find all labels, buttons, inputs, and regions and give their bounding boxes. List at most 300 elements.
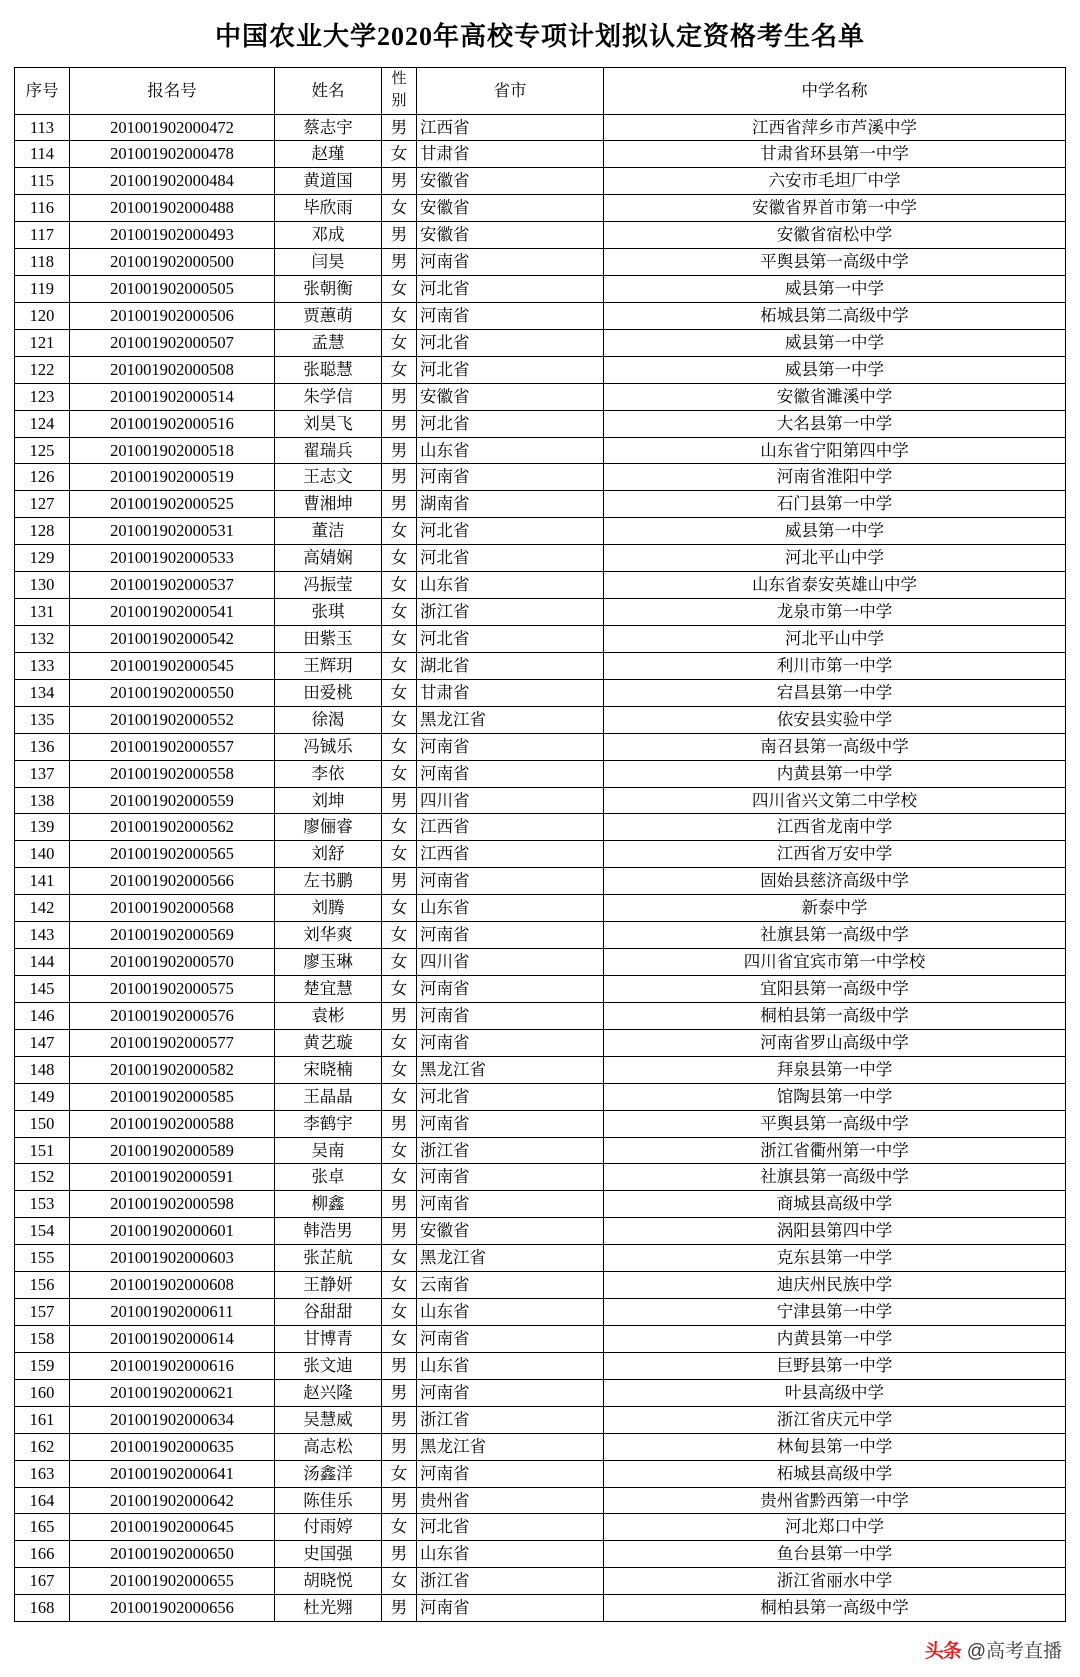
table-row (15, 383, 1066, 410)
cell-name: 刘昊飞 (275, 410, 382, 437)
cell-registration: 201001902000635 (70, 1433, 275, 1460)
cell-index: 143 (15, 922, 70, 949)
table-row (15, 491, 1066, 518)
table-row (15, 679, 1066, 706)
cell-name: 袁彬 (275, 1002, 382, 1029)
cell-province: 浙江省 (417, 599, 604, 626)
cell-gender: 男 (382, 1218, 417, 1245)
cell-gender: 女 (382, 841, 417, 868)
cell-gender: 女 (382, 1029, 417, 1056)
cell-index: 127 (15, 491, 70, 518)
cell-registration: 201001902000634 (70, 1406, 275, 1433)
cell-gender: 女 (382, 1137, 417, 1164)
cell-gender: 男 (382, 1433, 417, 1460)
cell-registration: 201001902000575 (70, 976, 275, 1003)
cell-index: 167 (15, 1568, 70, 1595)
cell-gender: 女 (382, 1272, 417, 1299)
cell-school: 石门县第一中学 (604, 491, 1066, 518)
cell-name: 朱学信 (275, 383, 382, 410)
table-row (15, 599, 1066, 626)
table-row (15, 733, 1066, 760)
cell-gender: 女 (382, 141, 417, 168)
table-row (15, 787, 1066, 814)
cell-registration: 201001902000488 (70, 195, 275, 222)
cell-gender: 女 (382, 572, 417, 599)
table-row (15, 302, 1066, 329)
table-row (15, 1568, 1066, 1595)
cell-name: 田爱桃 (275, 679, 382, 706)
cell-name: 张卓 (275, 1164, 382, 1191)
table-row (15, 1299, 1066, 1326)
cell-name: 王晶晶 (275, 1083, 382, 1110)
cell-gender: 男 (382, 1595, 417, 1622)
cell-school: 内黄县第一中学 (604, 1325, 1066, 1352)
cell-gender: 女 (382, 1056, 417, 1083)
cell-school: 河北平山中学 (604, 626, 1066, 653)
cell-province: 河南省 (417, 868, 604, 895)
cell-gender: 女 (382, 1568, 417, 1595)
cell-registration: 201001902000642 (70, 1487, 275, 1514)
cell-province: 安徽省 (417, 195, 604, 222)
cell-province: 河北省 (417, 329, 604, 356)
cell-registration: 201001902000589 (70, 1137, 275, 1164)
cell-index: 118 (15, 249, 70, 276)
cell-registration: 201001902000507 (70, 329, 275, 356)
cell-name: 赵瑾 (275, 141, 382, 168)
cell-index: 121 (15, 329, 70, 356)
cell-school: 安徽省濉溪中学 (604, 383, 1066, 410)
cell-index: 153 (15, 1191, 70, 1218)
cell-index: 137 (15, 760, 70, 787)
cell-registration: 201001902000591 (70, 1164, 275, 1191)
table-row (15, 356, 1066, 383)
cell-name: 汤鑫洋 (275, 1460, 382, 1487)
cell-name: 王志文 (275, 464, 382, 491)
table-row (15, 114, 1066, 141)
cell-gender: 女 (382, 679, 417, 706)
toutiao-logo-icon: 头条 (924, 1641, 961, 1662)
table-row (15, 1029, 1066, 1056)
table-row (15, 249, 1066, 276)
cell-school: 威县第一中学 (604, 329, 1066, 356)
table-row (15, 518, 1066, 545)
cell-gender: 女 (382, 599, 417, 626)
cell-gender: 男 (382, 1002, 417, 1029)
cell-index: 142 (15, 895, 70, 922)
cell-index: 168 (15, 1595, 70, 1622)
table-row (15, 895, 1066, 922)
cell-province: 山东省 (417, 437, 604, 464)
cell-gender: 男 (382, 222, 417, 249)
table-header (15, 68, 1066, 115)
cell-name: 张琪 (275, 599, 382, 626)
cell-name: 胡晓悦 (275, 1568, 382, 1595)
cell-registration: 201001902000550 (70, 679, 275, 706)
cell-index: 146 (15, 1002, 70, 1029)
cell-province: 安徽省 (417, 1218, 604, 1245)
cell-registration: 201001902000557 (70, 733, 275, 760)
cell-province: 河北省 (417, 518, 604, 545)
table-row (15, 1487, 1066, 1514)
table-row (15, 652, 1066, 679)
cell-school: 林甸县第一中学 (604, 1433, 1066, 1460)
cell-gender: 男 (382, 249, 417, 276)
cell-name: 刘腾 (275, 895, 382, 922)
cell-province: 河北省 (417, 626, 604, 653)
table-row (15, 1514, 1066, 1541)
column-header-school: 中学名称 (604, 68, 1066, 115)
cell-school: 山东省泰安英雄山中学 (604, 572, 1066, 599)
cell-school: 河北平山中学 (604, 545, 1066, 572)
cell-province: 河南省 (417, 1002, 604, 1029)
cell-province: 山东省 (417, 572, 604, 599)
table-row (15, 222, 1066, 249)
cell-index: 161 (15, 1406, 70, 1433)
cell-province: 山东省 (417, 1299, 604, 1326)
cell-province: 黑龙江省 (417, 1433, 604, 1460)
cell-gender: 女 (382, 1245, 417, 1272)
cell-name: 张聪慧 (275, 356, 382, 383)
cell-gender: 男 (382, 410, 417, 437)
cell-registration: 201001902000566 (70, 868, 275, 895)
cell-school: 巨野县第一中学 (604, 1352, 1066, 1379)
cell-registration: 201001902000542 (70, 626, 275, 653)
cell-name: 李依 (275, 760, 382, 787)
cell-province: 黑龙江省 (417, 1056, 604, 1083)
cell-school: 桐柏县第一高级中学 (604, 1595, 1066, 1622)
cell-registration: 201001902000516 (70, 410, 275, 437)
cell-school: 安徽省界首市第一中学 (604, 195, 1066, 222)
cell-school: 江西省万安中学 (604, 841, 1066, 868)
cell-registration: 201001902000616 (70, 1352, 275, 1379)
table-row (15, 1218, 1066, 1245)
cell-province: 江西省 (417, 814, 604, 841)
cell-index: 158 (15, 1325, 70, 1352)
cell-school: 迪庆州民族中学 (604, 1272, 1066, 1299)
cell-index: 139 (15, 814, 70, 841)
cell-registration: 201001902000614 (70, 1325, 275, 1352)
cell-registration: 201001902000545 (70, 652, 275, 679)
column-header-gender-line2: 别 (391, 92, 407, 109)
column-header-province: 省市 (417, 68, 604, 115)
cell-school: 六安市毛坦厂中学 (604, 168, 1066, 195)
cell-province: 贵州省 (417, 1487, 604, 1514)
cell-school: 河南省罗山高级中学 (604, 1029, 1066, 1056)
cell-province: 河南省 (417, 1325, 604, 1352)
cell-index: 131 (15, 599, 70, 626)
cell-school: 江西省萍乡市芦溪中学 (604, 114, 1066, 141)
table-row (15, 1379, 1066, 1406)
cell-gender: 男 (382, 787, 417, 814)
table-row (15, 572, 1066, 599)
cell-index: 136 (15, 733, 70, 760)
cell-registration: 201001902000641 (70, 1460, 275, 1487)
cell-registration: 201001902000585 (70, 1083, 275, 1110)
cell-registration: 201001902000500 (70, 249, 275, 276)
cell-name: 冯铖乐 (275, 733, 382, 760)
cell-school: 柘城县第二高级中学 (604, 302, 1066, 329)
cell-registration: 201001902000558 (70, 760, 275, 787)
cell-name: 吴南 (275, 1137, 382, 1164)
cell-gender: 男 (382, 1379, 417, 1406)
table-row (15, 841, 1066, 868)
cell-school: 龙泉市第一中学 (604, 599, 1066, 626)
cell-name: 刘舒 (275, 841, 382, 868)
cell-school: 涡阳县第四中学 (604, 1218, 1066, 1245)
cell-school: 河南省淮阳中学 (604, 464, 1066, 491)
table-body (15, 114, 1066, 1622)
cell-school: 威县第一中学 (604, 356, 1066, 383)
cell-school: 拜泉县第一中学 (604, 1056, 1066, 1083)
cell-province: 安徽省 (417, 383, 604, 410)
table-row (15, 195, 1066, 222)
cell-name: 赵兴隆 (275, 1379, 382, 1406)
table-row (15, 329, 1066, 356)
cell-index: 155 (15, 1245, 70, 1272)
cell-school: 商城县高级中学 (604, 1191, 1066, 1218)
cell-province: 安徽省 (417, 168, 604, 195)
cell-gender: 女 (382, 1299, 417, 1326)
cell-registration: 201001902000478 (70, 141, 275, 168)
cell-registration: 201001902000518 (70, 437, 275, 464)
cell-index: 156 (15, 1272, 70, 1299)
cell-school: 鱼台县第一中学 (604, 1541, 1066, 1568)
cell-index: 125 (15, 437, 70, 464)
cell-index: 134 (15, 679, 70, 706)
table-row (15, 868, 1066, 895)
watermark (925, 1636, 1062, 1663)
column-header-name: 姓名 (275, 68, 382, 115)
cell-index: 113 (15, 114, 70, 141)
cell-registration: 201001902000533 (70, 545, 275, 572)
cell-index: 126 (15, 464, 70, 491)
cell-province: 河南省 (417, 249, 604, 276)
cell-province: 河北省 (417, 545, 604, 572)
cell-gender: 女 (382, 195, 417, 222)
cell-index: 114 (15, 141, 70, 168)
cell-gender: 女 (382, 1083, 417, 1110)
cell-gender: 男 (382, 1352, 417, 1379)
watermark-text: @高考直播 (966, 1641, 1062, 1662)
cell-index: 120 (15, 302, 70, 329)
table-row (15, 760, 1066, 787)
cell-name: 王辉玥 (275, 652, 382, 679)
cell-school: 四川省宜宾市第一中学校 (604, 949, 1066, 976)
cell-index: 148 (15, 1056, 70, 1083)
cell-province: 河北省 (417, 276, 604, 303)
cell-name: 韩浩男 (275, 1218, 382, 1245)
cell-school: 依安县实验中学 (604, 706, 1066, 733)
cell-gender: 女 (382, 329, 417, 356)
cell-registration: 201001902000570 (70, 949, 275, 976)
cell-gender: 女 (382, 949, 417, 976)
cell-school: 浙江省庆元中学 (604, 1406, 1066, 1433)
cell-school: 叶县高级中学 (604, 1379, 1066, 1406)
cell-index: 128 (15, 518, 70, 545)
cell-name: 黄艺璇 (275, 1029, 382, 1056)
table-row (15, 814, 1066, 841)
cell-index: 122 (15, 356, 70, 383)
cell-province: 云南省 (417, 1272, 604, 1299)
cell-registration: 201001902000601 (70, 1218, 275, 1245)
cell-name: 付雨婷 (275, 1514, 382, 1541)
cell-gender: 女 (382, 922, 417, 949)
cell-name: 曹湘坤 (275, 491, 382, 518)
column-header-registration: 报名号 (70, 68, 275, 115)
cell-school: 克东县第一中学 (604, 1245, 1066, 1272)
cell-registration: 201001902000582 (70, 1056, 275, 1083)
cell-province: 四川省 (417, 949, 604, 976)
cell-name: 吴慧威 (275, 1406, 382, 1433)
cell-province: 河南省 (417, 760, 604, 787)
cell-gender: 女 (382, 895, 417, 922)
cell-school: 浙江省丽水中学 (604, 1568, 1066, 1595)
table-header-row (15, 68, 1066, 115)
cell-province: 甘肃省 (417, 141, 604, 168)
cell-name: 黄道国 (275, 168, 382, 195)
cell-name: 李鹤宇 (275, 1110, 382, 1137)
cell-name: 廖俪睿 (275, 814, 382, 841)
cell-gender: 女 (382, 518, 417, 545)
cell-province: 河南省 (417, 922, 604, 949)
cell-province: 山东省 (417, 1541, 604, 1568)
cell-index: 162 (15, 1433, 70, 1460)
cell-index: 144 (15, 949, 70, 976)
cell-gender: 女 (382, 626, 417, 653)
cell-index: 116 (15, 195, 70, 222)
cell-index: 132 (15, 626, 70, 653)
cell-province: 河南省 (417, 1595, 604, 1622)
cell-school: 社旗县第一高级中学 (604, 922, 1066, 949)
cell-gender: 男 (382, 491, 417, 518)
cell-index: 135 (15, 706, 70, 733)
cell-province: 四川省 (417, 787, 604, 814)
cell-province: 河北省 (417, 356, 604, 383)
cell-gender: 女 (382, 760, 417, 787)
cell-gender: 女 (382, 1325, 417, 1352)
cell-gender: 男 (382, 1110, 417, 1137)
table-row (15, 1164, 1066, 1191)
cell-registration: 201001902000576 (70, 1002, 275, 1029)
cell-province: 河北省 (417, 1083, 604, 1110)
cell-province: 河南省 (417, 1164, 604, 1191)
cell-name: 谷甜甜 (275, 1299, 382, 1326)
cell-school: 社旗县第一高级中学 (604, 1164, 1066, 1191)
cell-school: 大名县第一中学 (604, 410, 1066, 437)
cell-registration: 201001902000541 (70, 599, 275, 626)
cell-index: 152 (15, 1164, 70, 1191)
cell-name: 陈佳乐 (275, 1487, 382, 1514)
cell-province: 山东省 (417, 1352, 604, 1379)
table-row (15, 1352, 1066, 1379)
table-row (15, 706, 1066, 733)
table-row (15, 1245, 1066, 1272)
cell-index: 115 (15, 168, 70, 195)
table-row (15, 1406, 1066, 1433)
cell-name: 张朝衡 (275, 276, 382, 303)
cell-province: 河南省 (417, 733, 604, 760)
cell-name: 宋晓楠 (275, 1056, 382, 1083)
table-row (15, 1272, 1066, 1299)
cell-school: 馆陶县第一中学 (604, 1083, 1066, 1110)
cell-province: 湖北省 (417, 652, 604, 679)
cell-registration: 201001902000508 (70, 356, 275, 383)
cell-registration: 201001902000588 (70, 1110, 275, 1137)
cell-gender: 男 (382, 437, 417, 464)
cell-registration: 201001902000472 (70, 114, 275, 141)
cell-index: 147 (15, 1029, 70, 1056)
cell-gender: 女 (382, 706, 417, 733)
cell-registration: 201001902000537 (70, 572, 275, 599)
table-row (15, 1110, 1066, 1137)
cell-school: 安徽省宿松中学 (604, 222, 1066, 249)
cell-index: 164 (15, 1487, 70, 1514)
cell-province: 河北省 (417, 1514, 604, 1541)
cell-index: 117 (15, 222, 70, 249)
cell-gender: 女 (382, 733, 417, 760)
roster-table-container (0, 67, 1080, 1622)
table-row (15, 976, 1066, 1003)
cell-gender: 女 (382, 545, 417, 572)
cell-province: 河南省 (417, 1460, 604, 1487)
table-row (15, 1595, 1066, 1622)
cell-name: 徐渴 (275, 706, 382, 733)
cell-school: 河北郑口中学 (604, 1514, 1066, 1541)
cell-registration: 201001902000514 (70, 383, 275, 410)
cell-name: 张芷航 (275, 1245, 382, 1272)
cell-province: 河南省 (417, 1029, 604, 1056)
cell-index: 138 (15, 787, 70, 814)
cell-province: 甘肃省 (417, 679, 604, 706)
cell-school: 新泰中学 (604, 895, 1066, 922)
cell-gender: 女 (382, 1514, 417, 1541)
cell-province: 河南省 (417, 302, 604, 329)
cell-gender: 男 (382, 383, 417, 410)
cell-index: 119 (15, 276, 70, 303)
cell-index: 160 (15, 1379, 70, 1406)
cell-school: 甘肃省环县第一中学 (604, 141, 1066, 168)
cell-registration: 201001902000506 (70, 302, 275, 329)
table-row (15, 168, 1066, 195)
cell-gender: 男 (382, 868, 417, 895)
cell-name: 高婧娴 (275, 545, 382, 572)
cell-school: 威县第一中学 (604, 518, 1066, 545)
cell-school: 南召县第一高级中学 (604, 733, 1066, 760)
table-row (15, 437, 1066, 464)
table-row (15, 276, 1066, 303)
cell-school: 浙江省衢州第一中学 (604, 1137, 1066, 1164)
table-row (15, 626, 1066, 653)
table-row (15, 141, 1066, 168)
cell-index: 124 (15, 410, 70, 437)
cell-registration: 201001902000569 (70, 922, 275, 949)
cell-gender: 女 (382, 302, 417, 329)
cell-school: 贵州省黔西第一中学 (604, 1487, 1066, 1514)
cell-name: 甘博青 (275, 1325, 382, 1352)
cell-name: 张文迪 (275, 1352, 382, 1379)
cell-school: 宁津县第一中学 (604, 1299, 1066, 1326)
cell-school: 四川省兴文第二中学校 (604, 787, 1066, 814)
cell-name: 毕欣雨 (275, 195, 382, 222)
cell-registration: 201001902000608 (70, 1272, 275, 1299)
cell-school: 固始县慈济高级中学 (604, 868, 1066, 895)
cell-school: 江西省龙南中学 (604, 814, 1066, 841)
cell-registration: 201001902000603 (70, 1245, 275, 1272)
cell-registration: 201001902000531 (70, 518, 275, 545)
cell-school: 宜阳县第一高级中学 (604, 976, 1066, 1003)
cell-province: 湖南省 (417, 491, 604, 518)
cell-gender: 男 (382, 1191, 417, 1218)
